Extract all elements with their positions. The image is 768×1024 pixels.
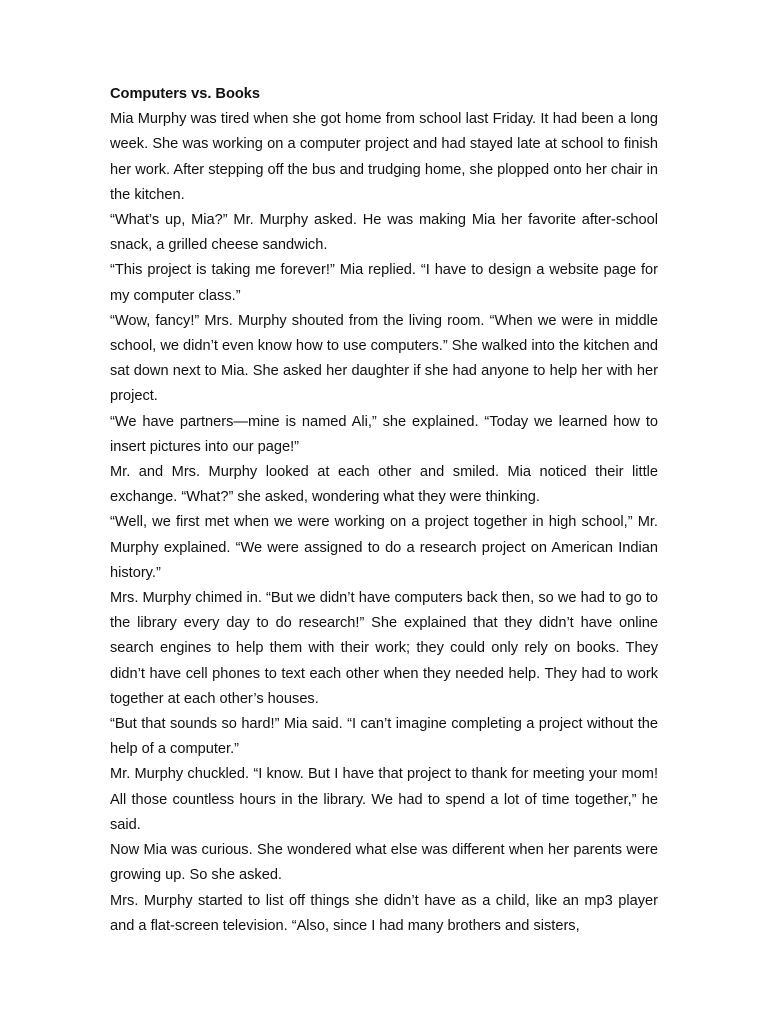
document-title: Computers vs. Books [110, 86, 261, 102]
document-page [110, 82, 658, 939]
paragraph: “What’s up, Mia?” Mr. Murphy asked. He was making Mia her favorite after-school snack, a grilled cheese sandwich. [110, 212, 658, 254]
paragraph: “We have partners—mine is named Ali,” she explained. “Today we learned how to insert pictures into our page!” [110, 413, 658, 455]
paragraph: “But that sounds so hard!” Mia said. “I can’t imagine completing a project without the help of a computer.” [110, 716, 658, 758]
paragraph: “Wow, fancy!” Mrs. Murphy shouted from the living room. “When we were in middle school, we didn’t even know how to use computers.” She walked into the kitchen and sat down next to Mia. She asked her daughter if she had anyone to help her with her project. [110, 312, 658, 405]
paragraph: Mia Murphy was tired when she got home from school last Friday. It had been a long week. She was working on a computer project and had stayed late at school to finish her work. After stepping off the bus and trudging home, she plopped onto her chair in the kitchen. [110, 111, 658, 203]
paragraph: Mr. and Mrs. Murphy looked at each other and smiled. Mia noticed their little exchange. “What?” she asked, wondering what they were thinking. [110, 464, 658, 506]
paragraph: “This project is taking me forever!” Mia replied. “I have to design a website page for my computer class.” [110, 262, 658, 304]
paragraph: Mrs. Murphy chimed in. “But we didn’t have computers back then, so we had to go to the library every day to do research!” She explained that they didn’t have online search engines to help them with their work; they could only rely on books. They didn’t have cell phones to text each other when they needed help. They had to work together at each other’s houses. [110, 590, 658, 707]
paragraph: Mrs. Murphy started to list off things she didn’t have as a child, like an mp3 player and a flat-screen television. “Also, since I had many brothers and sisters, [110, 892, 658, 934]
paragraph: Mr. Murphy chuckled. “I know. But I have that project to thank for meeting your mom! All those countless hours in the library. We had to spend a lot of time together,” he said. [110, 766, 658, 833]
paragraph: “Well, we first met when we were working on a project together in high school,” Mr. Murphy explained. “We were assigned to do a research project on American Indian history.” [110, 514, 658, 581]
paragraph: Now Mia was curious. She wondered what else was different when her parents were growing up. So she asked. [110, 842, 658, 884]
